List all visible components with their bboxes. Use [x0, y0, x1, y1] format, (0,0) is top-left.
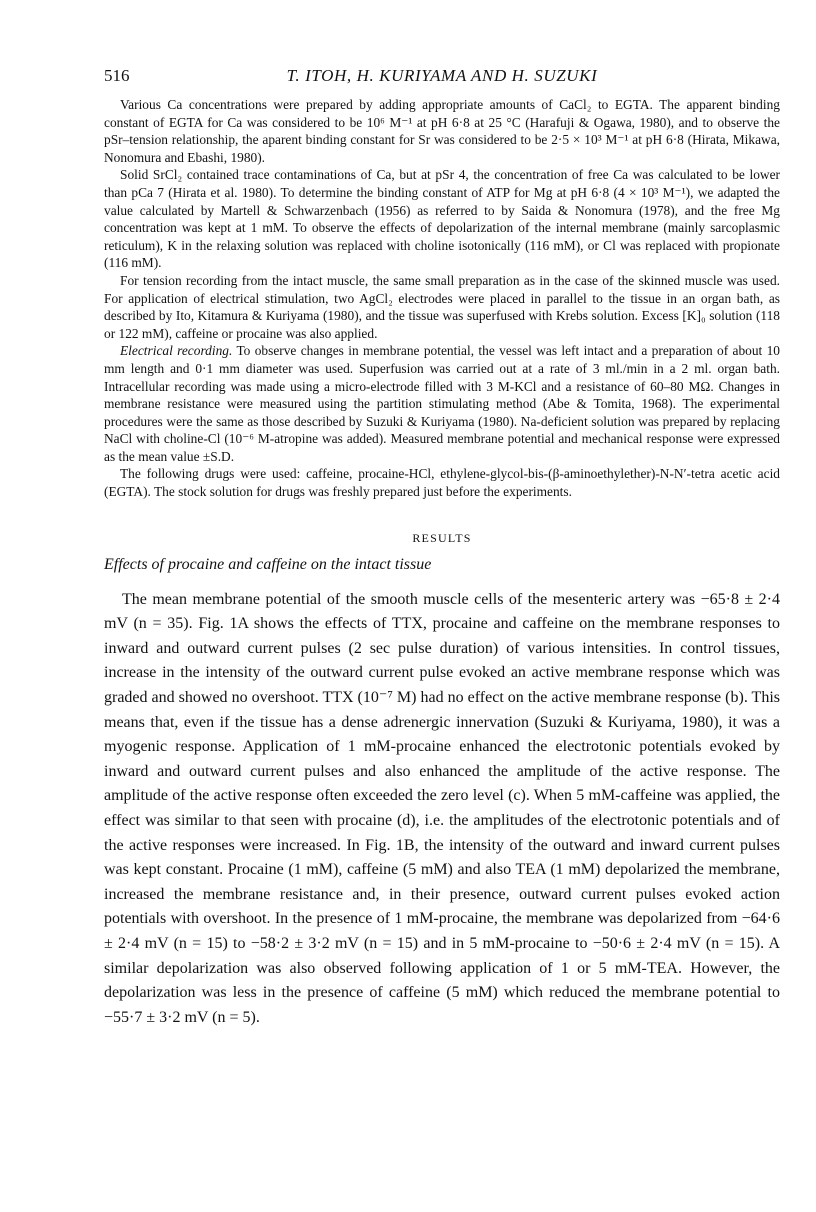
results-section [104, 588, 780, 1031]
electrical-recording-lead: Electrical recording. [120, 343, 233, 359]
running-head: T. ITOH, H. KURIYAMA AND H. SUZUKI [286, 66, 598, 85]
page [104, 66, 780, 1030]
methods-paragraph-2: Solid SrCl₂ contained trace contaminations of Ca, but at pSr 4, the concentration of free Ca was calculated to be lower than pCa 7 (Hirata et al. 1980). To determine the binding constant of ATP for Mg at pH 6·8 (4 × 10³ M⁻¹), we adapted the value calculated by Martell & Schwarzenbach (1956) as referred to by Saida & Nonomura (1978), and the free Mg concentration was kept at 1 mM. To observe the effects of depolarization of the internal membrane (mainly sarcoplasmic reticulum), K in the relaxing solution was replaced with choline isotonically (116 mM), or Cl was replaced with propionate (116 mM). [104, 167, 780, 271]
methods-paragraph-3: For tension recording from the intact muscle, the same small preparation as in the case of the skinned muscle was used. For application of electrical stimulation, two AgCl₂ electrodes were placed in parallel to the tissue in an organ bath, as described by Ito, Kitamura & Kuriyama (1980), and the tissue was superfused with Krebs solution. Excess [K]₀ solution (118 or 122 mM), caffeine or procaine was also applied. [104, 272, 780, 341]
page-header [104, 66, 780, 90]
methods-paragraph-1: Various Ca concentrations were prepared by adding appropriate amounts of CaCl₂ to EGTA. The apparent binding constant of EGTA for Ca was considered to be 10⁶ M⁻¹ at pH 6·8 at 25 °C (Harafuji & Ogawa, 1980), and to observe the pSr–tension relationship, the aparent binding constant for Sr was considered to be 2·5 × 10³ M⁻¹ at pH 6·8 (Hirata, Mikawa, Nonomura and Ebashi, 1980). [104, 97, 780, 165]
methods-section [104, 96, 780, 501]
results-paragraph-1: The mean membrane potential of the smooth muscle cells of the mesenteric artery was −65·8 ± 2·4 mV (n = 35). Fig. 1A shows the effects of TTX, procaine and caffeine on the membrane responses to inward and outward current pulses (2 sec pulse duration) of various intensities. In control tissues, increase in the intensity of the outward current pulse evoked an active membrane response which was graded and showed no overshoot. TTX (10⁻⁷ M) had no effect on the active membrane response (b). This means that, even if the tissue has a dense adrenergic innervation (Suzuki & Kuriyama, 1980), it was a myogenic response. Application of 1 mM-procaine enhanced the electrotonic potentials evoked by inward and outward current pulses and also enhanced the amplitude of the active response. The amplitude of the active response often exceeded the zero level (c). When 5 mM-caffeine was applied, the effect was similar to that seen with procaine (d), i.e. the amplitudes of the electrotonic potentials and of the active responses were increased. In Fig. 1B, the intensity of the outward and inward current pulses was kept constant. Procaine (1 mM), caffeine (5 mM) and also TEA (1 mM) depolarized the membrane, increased the membrane resistance and, in their presence, outward current pulses evoked action potentials with overshoot. In the presence of 1 mM-procaine, the membrane was depolarized from −64·6 ± 2·4 mV (n = 15) to −58·2 ± 3·2 mV (n = 15) and in 5 mM-procaine to −50·6 ± 2·4 mV (n = 15). A similar depolarization was also observed following application of 1 or 5 mM-TEA. However, the depolarization was less in the presence of caffeine (5 mM) which reduced the membrane potential to −55·7 ± 3·2 mV (n = 5). [104, 590, 780, 1026]
results-heading: RESULTS [412, 530, 472, 545]
methods-paragraph-5: The following drugs were used: caffeine, procaine-HCl, ethylene-glycol-bis-(β-aminoethylether)-N-N′-tetra acetic acid (EGTA). The stock solution for drugs was freshly prepared just before the experiments. [104, 466, 780, 500]
page-number: 516 [104, 66, 130, 85]
methods-paragraph-4-text: To observe changes in membrane potential, the vessel was left intact and a preparation of about 10 mm length and 0·1 mm diameter was used. Superfusion was carried out at a rate of 3 ml./min in a 2 ml. organ bath. Intracellular recording was made using a micro-electrode filled with 3 M-KCl and a resistance of 60–80 MΩ. Changes in membrane resistance were measured using the partition stimulating method (Abe & Tomita, 1968). The experimental procedures were the same as those described by Suzuki & Kuriyama (1980). Na-deficient solution was prepared by replacing NaCl with choline-Cl (10⁻⁶ M-atropine was added). Measured membrane potential and mechanical response were expressed as the mean value ±S.D. [104, 343, 781, 464]
methods-paragraph-4 [104, 342, 780, 465]
results-subheading: Effects of procaine and caffeine on the intact tissue [104, 555, 432, 573]
